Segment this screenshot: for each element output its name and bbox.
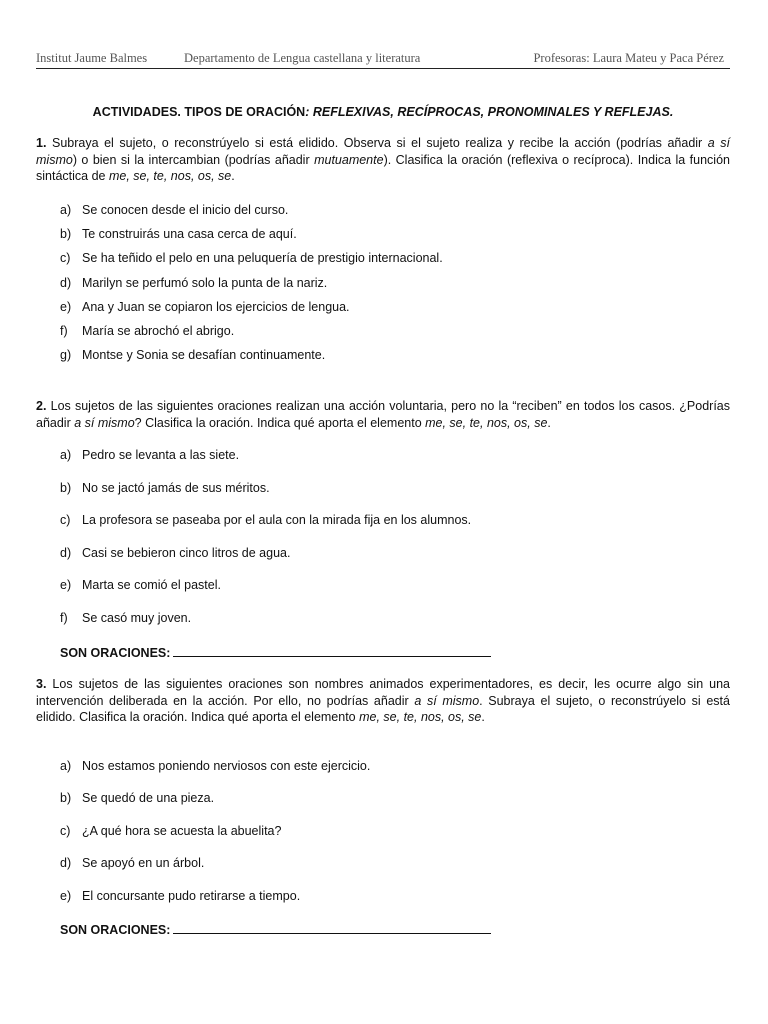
item-label: a): [60, 203, 72, 217]
item-label: a): [60, 759, 72, 773]
item-label: c): [60, 513, 71, 527]
department-name: Departamento de Lengua castellana y literatura: [184, 51, 421, 65]
list-item: [60, 203, 288, 217]
ex1-text-1: Subraya el sujeto, o reconstrúyelo si está elidido. Observa si el sujeto realiza y recibe la acción (podrías añadir: [46, 136, 708, 150]
exercise-2-number: 2.: [36, 399, 47, 413]
ex2-text-1: Los sujetos de las siguientes oraciones realizan una acción voluntaria, pero no la “reciben” en todos los casos. ¿Podrías añadir: [36, 399, 730, 430]
ex3-italic-1: a sí mismo: [414, 693, 480, 708]
item-text: María se abrochó el abrigo.: [82, 324, 235, 338]
list-item: [60, 227, 297, 241]
item-label: f): [60, 324, 68, 338]
item-text: Ana y Juan se copiaron los ejercicios de lengua.: [82, 300, 350, 314]
son-oraciones-label: SON ORACIONES:: [60, 646, 171, 660]
document-title: [36, 105, 730, 119]
item-label: a): [60, 448, 72, 462]
item-text: Montse y Sonia se desafían continuamente.: [82, 348, 326, 362]
list-item: [60, 448, 239, 462]
item-label: e): [60, 300, 72, 314]
ex1-italic-2: mutuamente: [314, 152, 384, 167]
item-label: f): [60, 611, 68, 625]
item-text: Se casó muy joven.: [82, 611, 192, 625]
son-oraciones-label: SON ORACIONES:: [60, 923, 171, 937]
item-text: Te construirás una casa cerca de aquí.: [82, 227, 297, 241]
item-text: Se conocen desde el inicio del curso.: [82, 203, 289, 217]
ex1-italic-1: a sí mismo: [36, 136, 730, 167]
item-text: Se quedó de una pieza.: [82, 791, 215, 805]
exercise-3-number: 3.: [36, 677, 47, 691]
item-text: Marta se comió el pastel.: [82, 578, 221, 592]
list-item: [60, 889, 300, 903]
list-item: [60, 348, 325, 362]
item-label: d): [60, 276, 72, 290]
ex1-text-3: ). Clasifica la oración (reflexiva o recíproca). Indica la función sintáctica de: [36, 152, 730, 183]
ex3-italic-2: me, se, te, nos, os, se: [359, 710, 482, 724]
exercise-1-number: 1.: [36, 136, 47, 150]
list-item: [60, 481, 270, 495]
ex3-text-3: .: [481, 710, 485, 724]
ex3-text-1: Los sujetos de las siguientes oraciones son nombres animados experimentadores, es decir, les ocurre algo sin una intervención deliberada en la acción. Por ello, no podrías añadir: [36, 677, 730, 708]
exercise-2-instructions: [36, 398, 730, 431]
item-text: ¿A qué hora se acuesta la abuelita?: [82, 824, 282, 838]
school-name: Institut Jaume Balmes: [36, 51, 148, 65]
item-text: Nos estamos poniendo nerviosos con este ejercicio.: [82, 759, 371, 773]
list-item: [60, 276, 327, 290]
ex3-text-2: . Subraya el sujeto, o reconstrúyelo si está elidido. Clasifica la oración. Indica qué aporta el elemento: [36, 693, 730, 724]
item-text: Se ha teñido el pelo en una peluquería de prestigio internacional.: [82, 251, 443, 265]
list-item: [60, 324, 234, 338]
list-item: [60, 578, 221, 592]
title-italic: : REFLEXIVAS, RECÍPROCAS, PRONOMINALES Y REFLEJAS.: [305, 105, 674, 119]
list-item: [60, 300, 350, 314]
list-item: [60, 513, 471, 527]
ex1-italic-3: me, se, te, nos, os, se: [108, 169, 232, 183]
ex1-text-2: ) o bien si la intercambian (podrías añadir: [72, 152, 315, 167]
list-item: [60, 824, 281, 838]
title-main: ACTIVIDADES. TIPOS DE ORACIÓN: [92, 105, 306, 119]
item-label: d): [60, 546, 72, 560]
item-label: c): [60, 251, 71, 265]
teachers-names: Profesoras: Laura Mateu y Paca Pérez: [533, 51, 724, 65]
answer-blank-line[interactable]: [173, 922, 491, 934]
ex2-text-2: ? Clasifica la oración. Indica qué aporta el elemento: [134, 415, 426, 430]
item-label: e): [60, 889, 72, 903]
item-label: d): [60, 856, 72, 870]
item-label: e): [60, 578, 72, 592]
page-header: [36, 50, 730, 69]
list-item: [60, 791, 214, 805]
item-label: g): [60, 348, 72, 362]
exercise-1-instructions: [36, 135, 730, 185]
answer-blank-line[interactable]: [173, 645, 491, 657]
item-label: b): [60, 791, 72, 805]
item-label: c): [60, 824, 71, 838]
ex2-italic-2: me, se, te, nos, os, se: [425, 415, 548, 430]
son-oraciones-answer: [60, 922, 491, 937]
item-text: Se apoyó en un árbol.: [82, 856, 205, 870]
list-item: [60, 856, 204, 870]
ex1-text-4: .: [231, 169, 235, 183]
list-item: [60, 759, 370, 773]
item-text: Pedro se levanta a las siete.: [82, 448, 240, 462]
list-item: [60, 546, 290, 560]
item-text: No se jactó jamás de sus méritos.: [82, 481, 270, 495]
son-oraciones-answer: [60, 645, 491, 660]
item-text: El concursante pudo retirarse a tiempo.: [82, 889, 301, 903]
item-text: La profesora se paseaba por el aula con la mirada fija en los alumnos.: [82, 513, 472, 527]
exercise-3-instructions: [36, 676, 730, 726]
list-item: [60, 611, 191, 625]
list-item: [60, 251, 443, 265]
item-text: Casi se bebieron cinco litros de agua.: [82, 546, 291, 560]
ex2-text-3: .: [547, 415, 551, 430]
item-text: Marilyn se perfumó solo la punta de la nariz.: [82, 276, 328, 290]
item-label: b): [60, 227, 72, 241]
item-label: b): [60, 481, 72, 495]
ex2-italic-1: a sí mismo: [74, 415, 135, 430]
